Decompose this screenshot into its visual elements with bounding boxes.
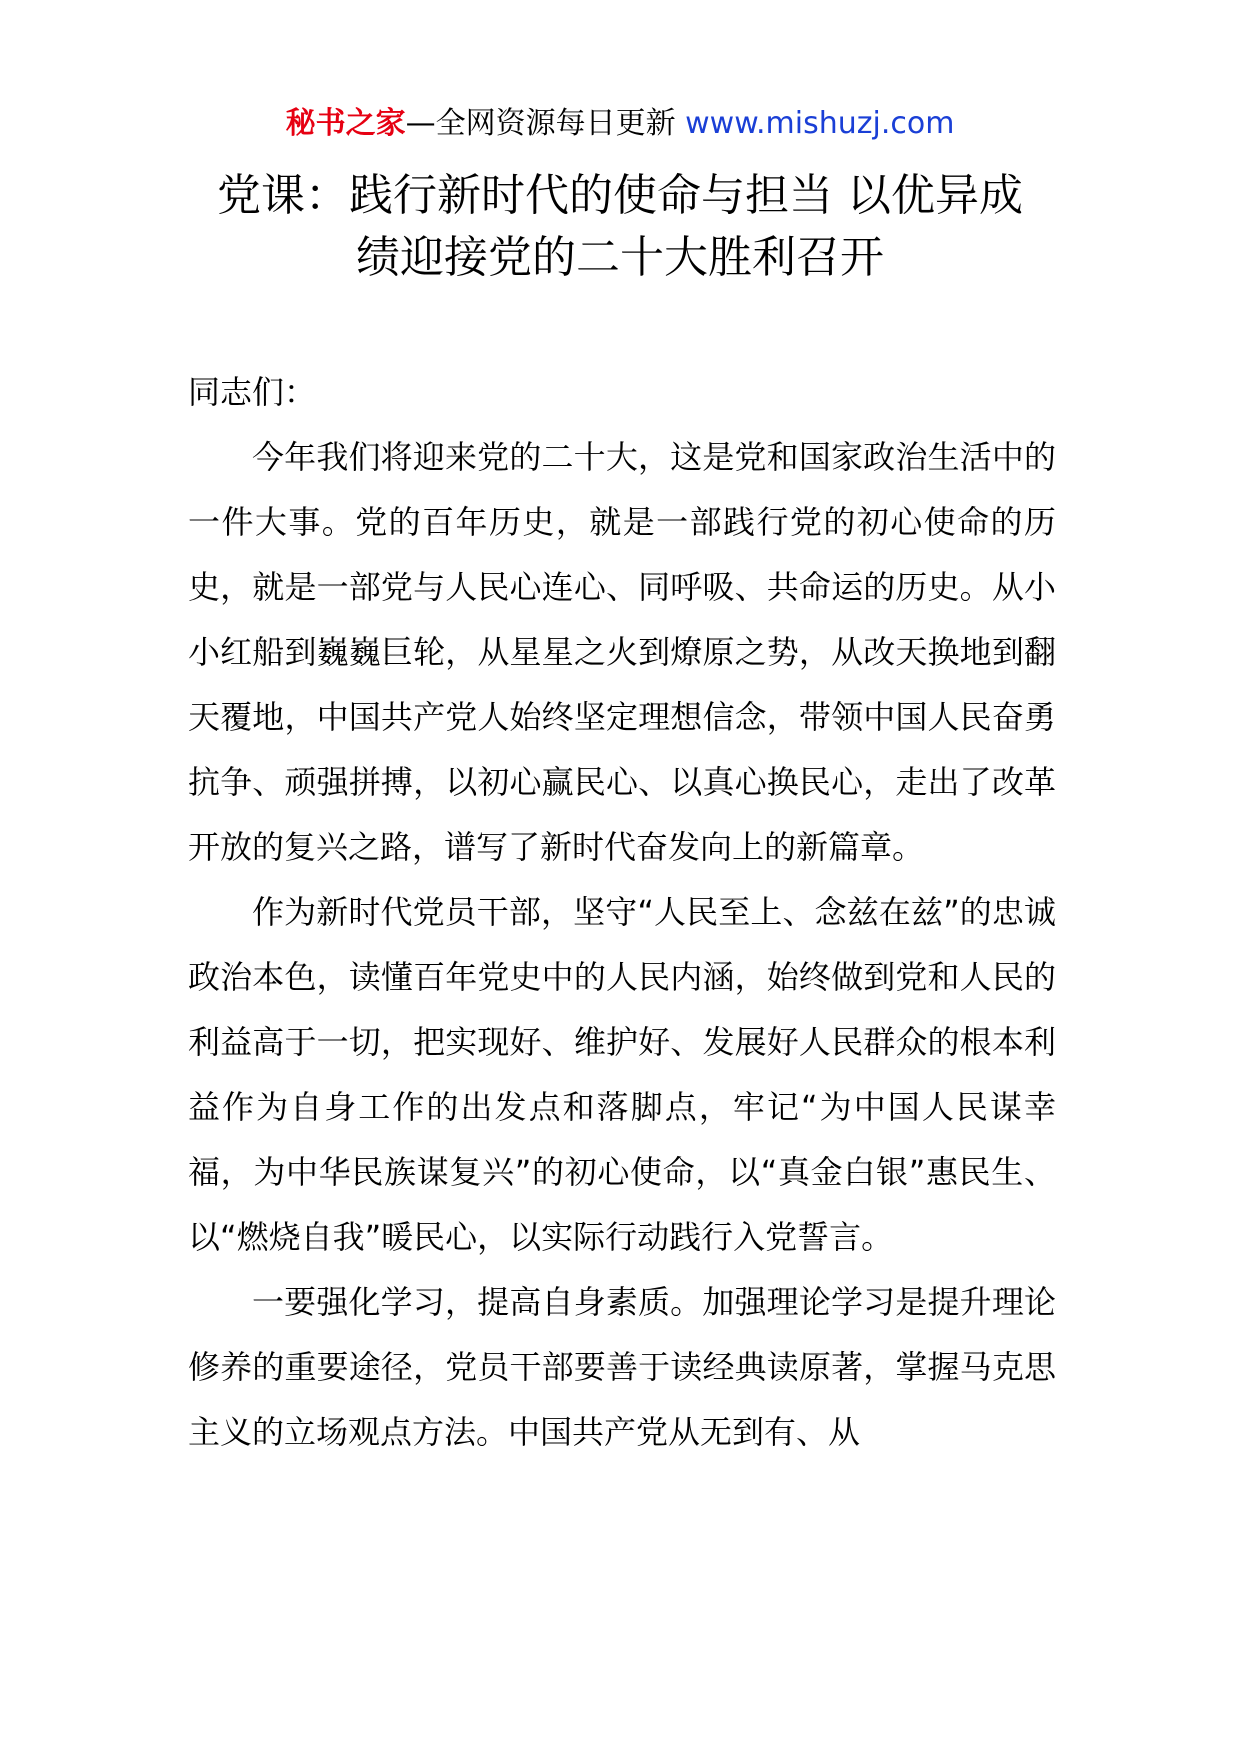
site-header — [0, 102, 1240, 146]
title-line-2: 绩迎接党的二十大胜利召开 — [356, 232, 884, 283]
document-body — [188, 360, 1056, 1465]
title-line-1: 党课：践行新时代的使命与担当 以优异成 — [217, 170, 1023, 221]
brand-name: 秘书之家 — [285, 106, 406, 141]
paragraph-2: 作为新时代党员干部，坚守“人民至上、念兹在兹”的忠诚政治本色，读懂百年党史中的人民内涵，始终做到党和人民的利益高于一切，把实现好、维护好、发展好人民群众的根本利益作为自身工作的出发点和落脚点，牢记“为中国人民谋幸福，为中华民族谋复兴”的初心使命，以“真金白银”惠民生、以“燃烧自我”暖民心，以实际行动践行入党誓言。 — [188, 893, 1056, 1256]
document-title — [150, 165, 1090, 289]
header-slogan: —全网资源每日更新 — [405, 106, 686, 141]
salutation: 同志们： — [188, 373, 317, 411]
site-url-link[interactable]: www.mishuzj.com — [685, 106, 955, 141]
paragraph-1: 今年我们将迎来党的二十大，这是党和国家政治生活中的一件大事。党的百年历史，就是一部践行党的初心使命的历史，就是一部党与人民心连心、同呼吸、共命运的历史。从小小红船到巍巍巨轮，从星星之火到燎原之势，从改天换地到翻天覆地，中国共产党人始终坚定理想信念，带领中国人民奋勇抗争、顽强拼搏，以初心赢民心、以真心换民心，走出了改革开放的复兴之路，谱写了新时代奋发向上的新篇章。 — [188, 438, 1056, 866]
paragraph-3: 一要强化学习，提高自身素质。加强理论学习是提升理论修养的重要途径，党员干部要善于读经典读原著，掌握马克思主义的立场观点方法。中国共产党从无到有、从 — [188, 1283, 1056, 1451]
